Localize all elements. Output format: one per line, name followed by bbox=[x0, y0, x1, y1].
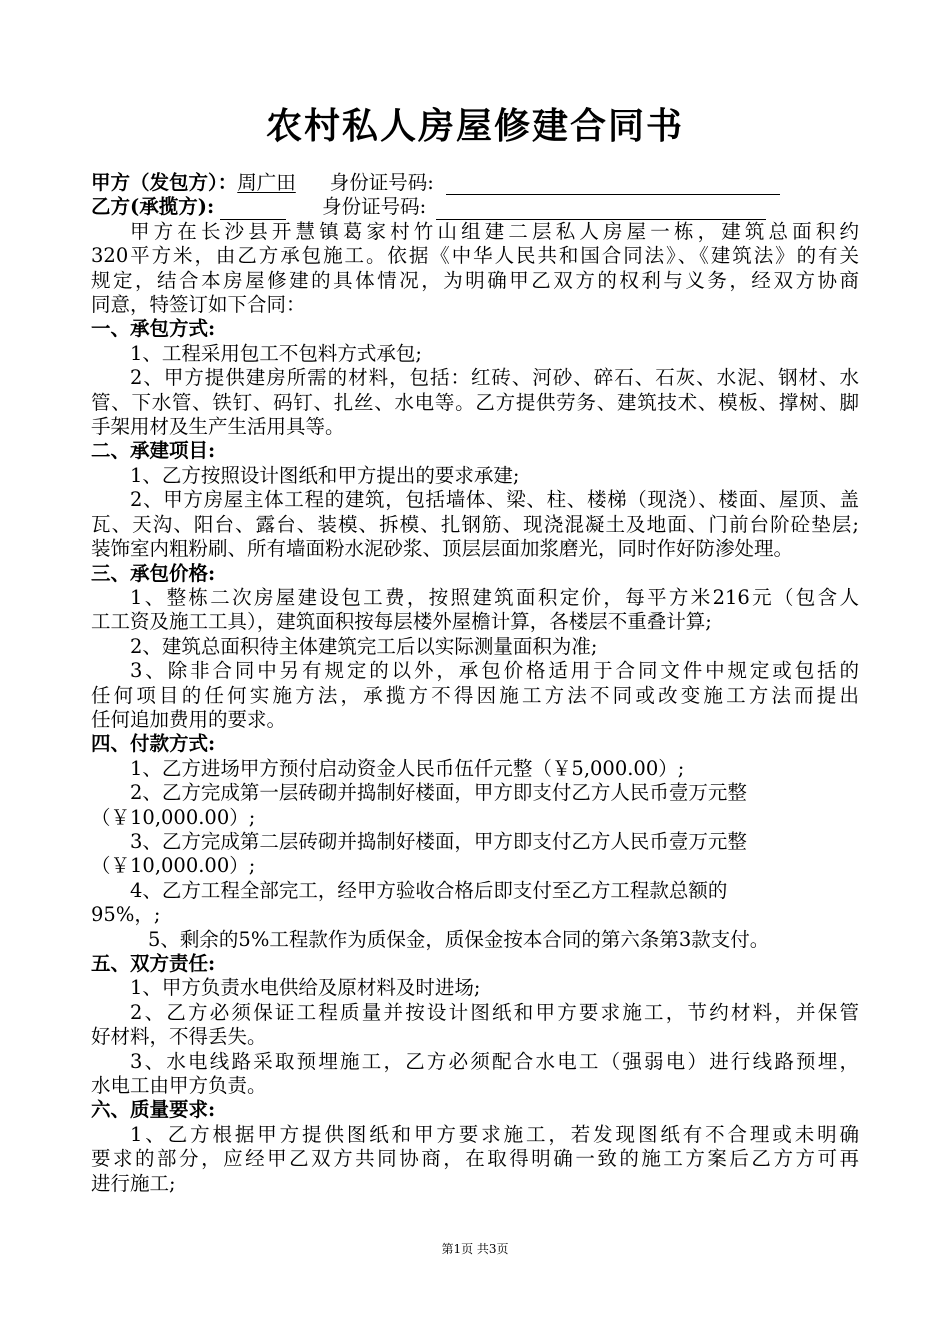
party-a-name: 周广田 bbox=[237, 171, 296, 194]
party-a-label: 甲方（发包方）： bbox=[91, 171, 238, 194]
intro-line: 规定，结合本房屋修建的具体情况，为明确甲乙双方的权利与义务，经双方协商 bbox=[91, 268, 859, 292]
clause-line: 5、剩余的5%工程款作为质保金，质保金按本合同的第六条第3款支付。 bbox=[148, 927, 770, 951]
page-title: 农村私人房屋修建合同书 bbox=[265, 105, 684, 147]
clause-line: 1、工程采用包工不包料方式承包; bbox=[130, 341, 422, 365]
intro-line: 甲方在长沙县开慧镇葛家村竹山组建二层私人房屋一栋，建筑总面积约 bbox=[130, 219, 859, 243]
clause-line: （￥10,000.00）; bbox=[91, 854, 256, 878]
page-number: 第1页 共3页 bbox=[441, 1242, 509, 1256]
clause-line: 任何追加费用的要求。 bbox=[91, 707, 287, 731]
clause-line: 1、整栋二次房屋建设包工费，按照建筑面积定价，每平方米216元（包含人 bbox=[130, 585, 859, 609]
intro-line: 同意，特签订如下合同： bbox=[91, 293, 306, 317]
clause-line: 3、水电线路采取预埋施工，乙方必须配合水电工（强弱电）进行线路预埋， bbox=[130, 1049, 859, 1073]
clause-line: 要求的部分，应经甲乙双方共同协商，在取得明确一致的施工方案后乙方方可再 bbox=[91, 1147, 859, 1171]
clause-line: 进行施工; bbox=[91, 1171, 176, 1195]
clause-line: 95%，; bbox=[91, 903, 161, 927]
clause-line: 4、乙方工程全部完工，经甲方验收合格后即支付至乙方工程款总额的 bbox=[130, 878, 728, 902]
section-heading: 三、承包价格: bbox=[91, 561, 216, 585]
clause-line: 2、甲方提供建房所需的材料，包括：红砖、河砂、碎石、石灰、水泥、钢材、水 bbox=[130, 366, 859, 390]
clause-line: 2、建筑总面积待主体建筑完工后以实际测量面积为准; bbox=[130, 634, 598, 658]
clause-line: 水电工由甲方负责。 bbox=[91, 1074, 267, 1098]
clause-line: （￥10,000.00）; bbox=[91, 805, 256, 829]
party-a-id-label: 身份证号码: bbox=[329, 171, 434, 194]
clause-line: 1、甲方负责水电供给及原材料及时进场; bbox=[130, 976, 481, 1000]
clause-line: 3、除非合同中另有规定的以外，承包价格适用于合同文件中规定或包括的 bbox=[130, 659, 859, 683]
party-b-row bbox=[91, 195, 859, 219]
section-heading: 五、双方责任: bbox=[91, 952, 216, 975]
clause-line: 1、乙方根据甲方提供图纸和甲方要求施工，若发现图纸有不合理或未明确 bbox=[130, 1122, 859, 1146]
clause-line: 2、甲方房屋主体工程的建筑，包括墙体、梁、柱、楼梯（现浇）、楼面、屋顶、盖 bbox=[130, 488, 859, 512]
clause-line: 1、乙方按照设计图纸和甲方提出的要求承建; bbox=[130, 463, 520, 487]
clause-line: 装饰室内粗粉刷、所有墙面粉水泥砂浆、顶层层面加浆磨光，同时作好防渗处理。 bbox=[91, 537, 794, 561]
clause-line: 2、乙方完成第一层砖砌并捣制好楼面，甲方即支付乙方人民币壹万元整 bbox=[130, 781, 747, 805]
clause-line: 瓦、天沟、阳台、露台、装模、拆模、扎钢筋、现浇混凝土及地面、门前台阶砼垫层; bbox=[91, 512, 859, 536]
clause-line: 2、乙方必须保证工程质量并按设计图纸和甲方要求施工，节约材料，并保管 bbox=[130, 1000, 859, 1024]
section-heading: 六、质量要求: bbox=[91, 1098, 216, 1122]
section-heading: 一、承包方式: bbox=[91, 317, 216, 341]
clause-line: 工工资及施工工具），建筑面积按每层楼外屋檐计算，各楼层不重叠计算; bbox=[91, 610, 712, 634]
section-heading: 二、承建项目: bbox=[91, 439, 216, 463]
clause-line: 好材料，不得丢失。 bbox=[91, 1025, 267, 1049]
clause-line: 任何项目的任何实施方法，承揽方不得因施工方法不同或改变施工方法而提出 bbox=[91, 683, 859, 707]
contract-body bbox=[91, 171, 859, 1196]
clause-line: 3、乙方完成第二层砖砌并捣制好楼面，甲方即支付乙方人民币壹万元整 bbox=[130, 829, 747, 853]
clause-line: 管、下水管、铁钉、码钉、扎丝、水电等。乙方提供劳务、建筑技术、模板、撑树、脚 bbox=[91, 390, 859, 414]
party-b-id-blank bbox=[436, 198, 766, 220]
party-a-row bbox=[91, 171, 859, 195]
party-b-name-blank bbox=[220, 198, 286, 220]
section-heading: 四、付款方式: bbox=[91, 732, 216, 756]
intro-line: 320平方米，由乙方承包施工。依据《中华人民共和国合同法》、《建筑法》的有关 bbox=[91, 244, 859, 268]
party-b-label: 乙方(承揽方): bbox=[91, 195, 215, 219]
clause-line: 1、乙方进场甲方预付启动资金人民币伍仟元整（￥5,000.00）; bbox=[130, 756, 685, 780]
party-a-id-blank bbox=[446, 173, 780, 195]
party-b-id-label: 身份证号码: bbox=[322, 195, 427, 219]
clause-line: 手架用材及生产生活用具等。 bbox=[91, 415, 345, 439]
